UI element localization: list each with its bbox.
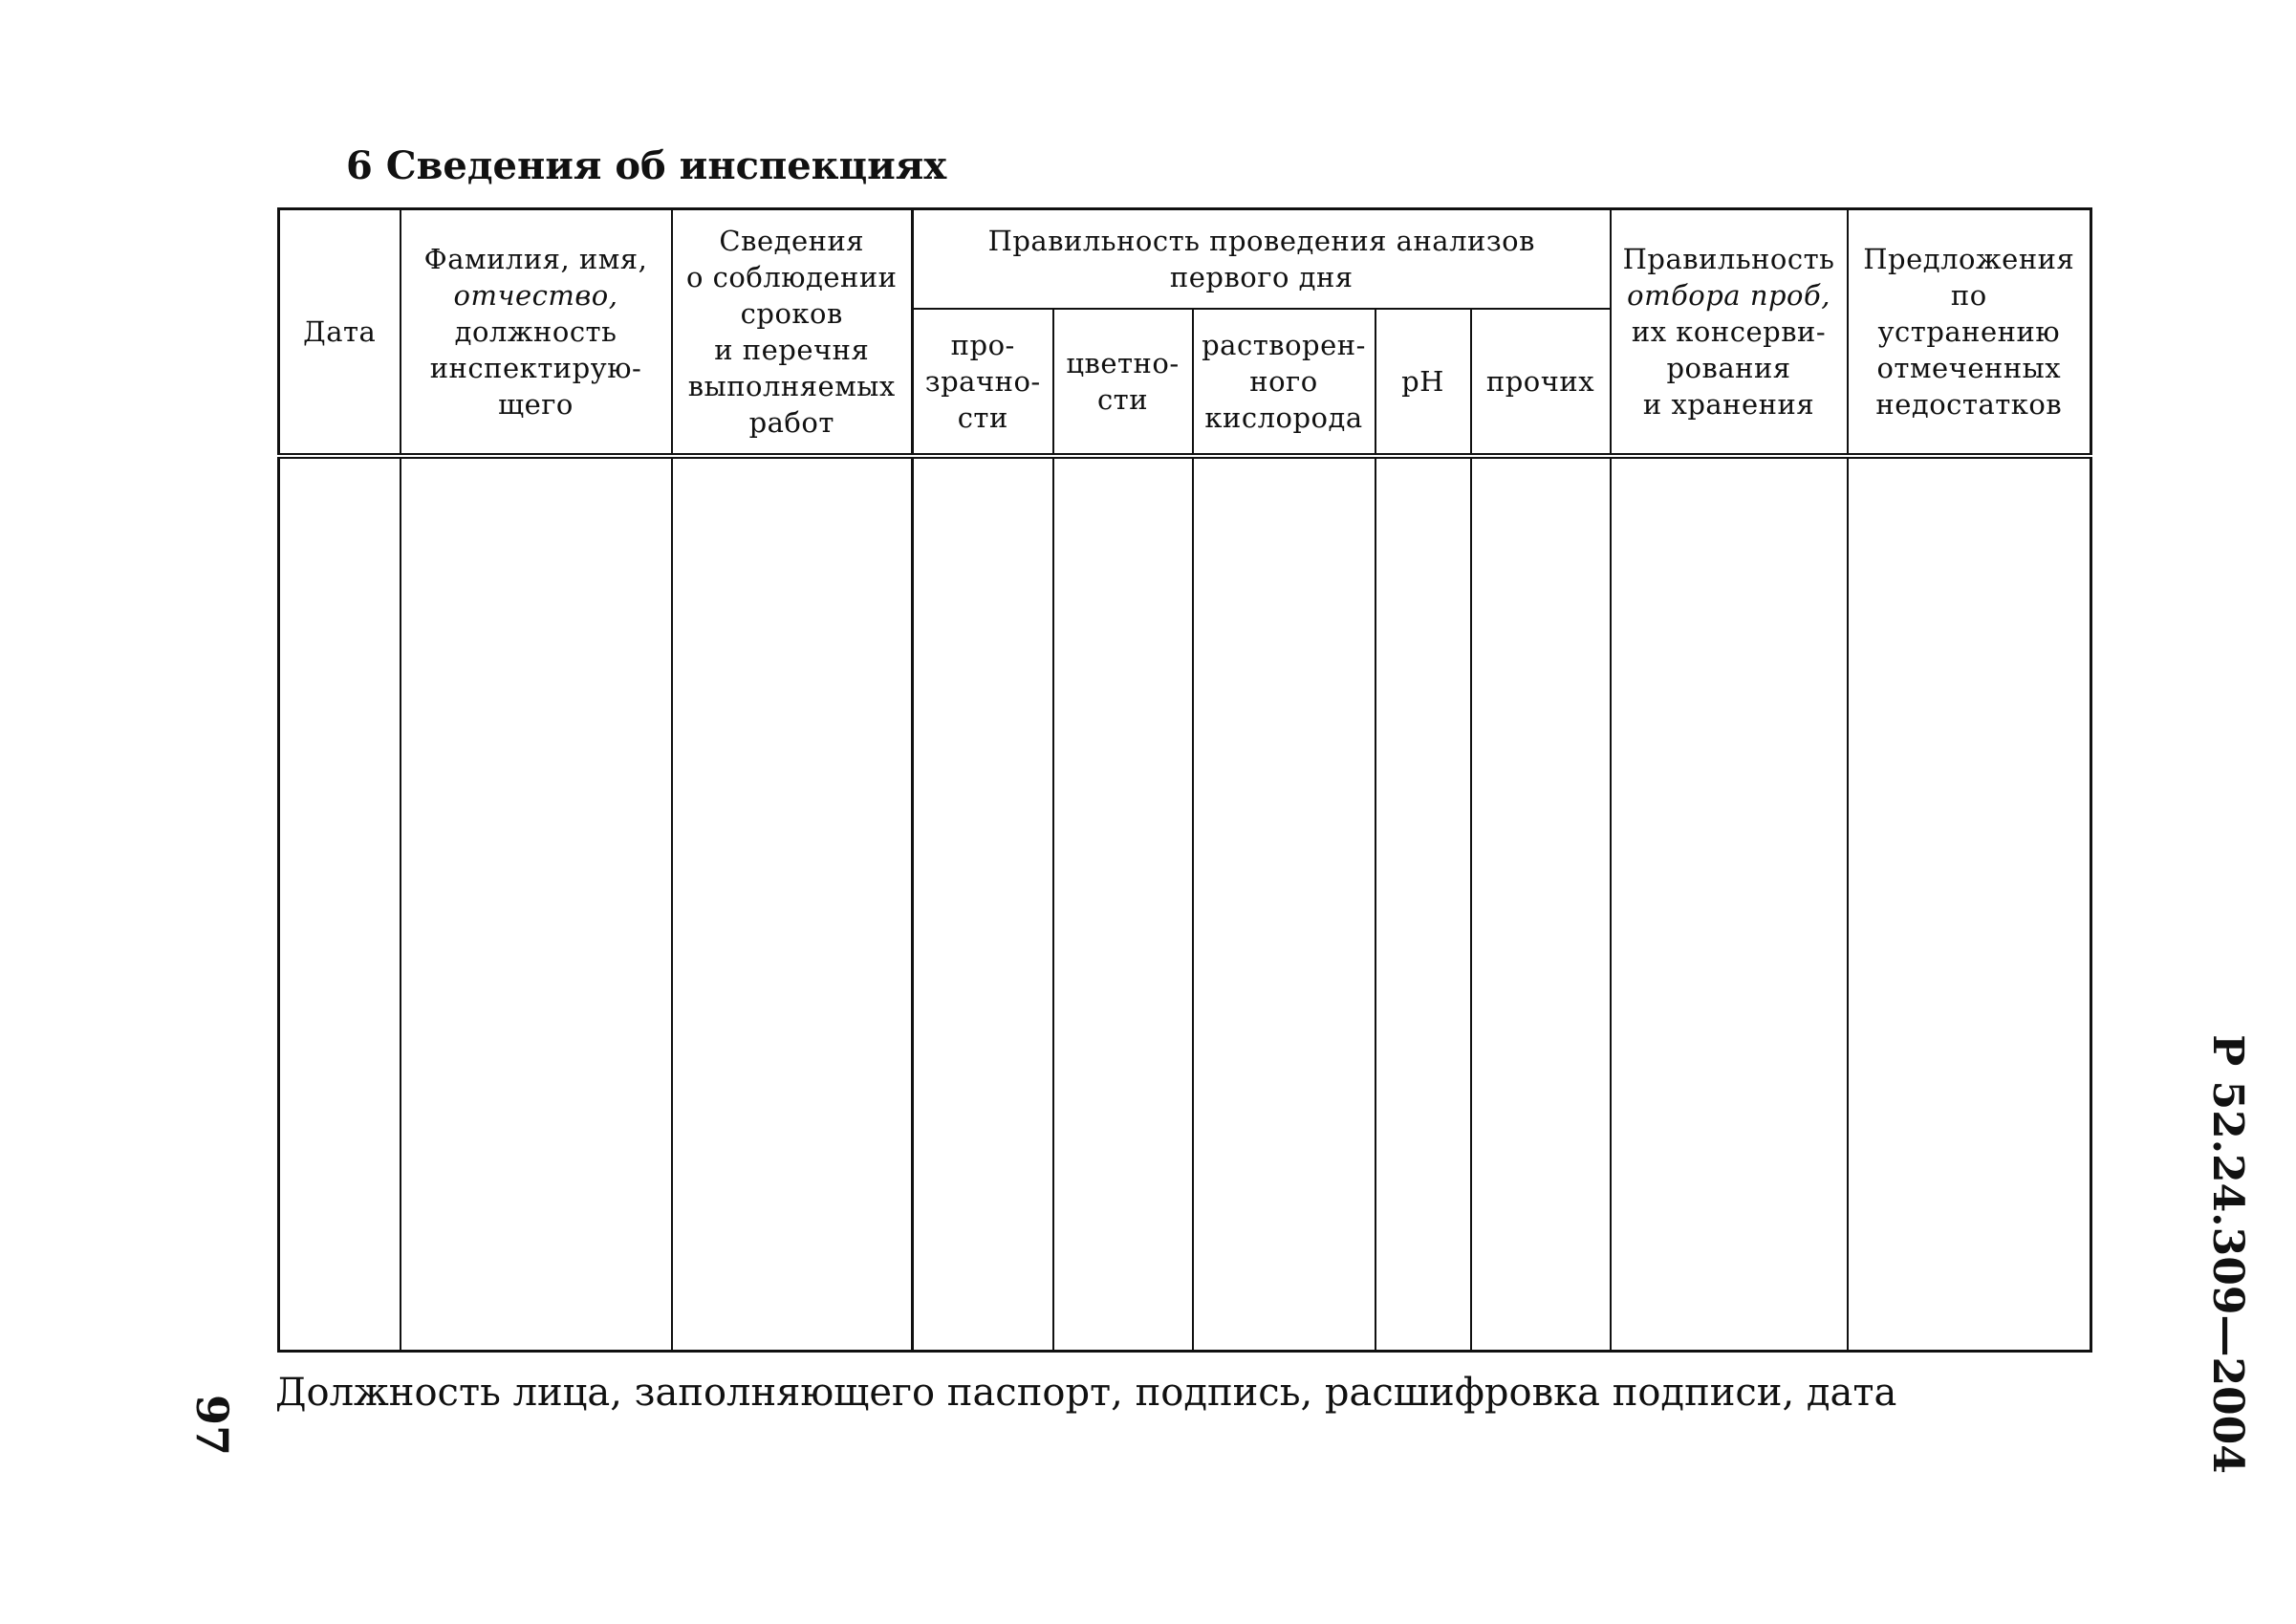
header-sampling-line-1: Правильность <box>1622 243 1835 275</box>
header-proposals-line-3: отмеченных <box>1876 352 2062 384</box>
header-inspector-line-4: инспектирую- <box>429 352 642 384</box>
header-transparency-line-2: зрачно- <box>924 365 1041 398</box>
inspections-table <box>277 207 2092 1353</box>
header-first-day-line-2: первого дня <box>1169 261 1354 293</box>
table-row <box>279 456 2091 1352</box>
header-proposals-line-4: недостатков <box>1875 388 2063 421</box>
header-date: Дата <box>279 209 401 457</box>
cell-oxygen <box>1193 456 1375 1352</box>
header-sampling-line-2: отбора проб, <box>1627 279 1830 312</box>
header-ph: pH <box>1375 309 1471 456</box>
cell-ph <box>1375 456 1471 1352</box>
header-terms-line-1: Сведения <box>719 225 865 257</box>
cell-transparency <box>913 456 1053 1352</box>
header-color-line-2: сти <box>1096 383 1149 416</box>
header-sampling-line-4: рования <box>1666 352 1791 384</box>
page-number: 97 <box>186 1394 239 1457</box>
document-code: Р 52.24.309—2004 <box>2203 1034 2252 1474</box>
cell-terms <box>672 456 913 1352</box>
header-terms-line-2: о соблюдении <box>685 261 898 293</box>
header-sampling <box>1611 209 1848 457</box>
header-terms-line-5: выполняемых <box>687 370 896 402</box>
header-other: прочих <box>1471 309 1611 456</box>
cell-inspector <box>401 456 672 1352</box>
header-oxygen-line-1: растворен- <box>1202 329 1366 361</box>
header-sampling-line-3: их консерви- <box>1631 315 1827 348</box>
cell-sampling <box>1611 456 1848 1352</box>
header-oxygen <box>1193 309 1375 456</box>
header-terms-line-3: сроков <box>740 297 843 330</box>
header-terms <box>672 209 913 457</box>
signature-line: Должность лица, заполняющего паспорт, подпись, расшифровка подписи, дата <box>275 1371 1897 1415</box>
header-inspector-line-1: Фамилия, имя, <box>423 243 648 275</box>
header-first-day-group <box>913 209 1611 310</box>
cell-other <box>1471 456 1611 1352</box>
header-sampling-line-5: и хранения <box>1642 388 1815 421</box>
cell-proposals <box>1848 456 2091 1352</box>
header-first-day-line-1: Правильность проведения анализов <box>987 225 1535 257</box>
cell-color <box>1053 456 1193 1352</box>
header-color <box>1053 309 1193 456</box>
section-title: 6 Сведения об инспекциях <box>346 143 947 188</box>
header-inspector <box>401 209 672 457</box>
cell-date <box>279 456 401 1352</box>
header-proposals-line-1: Предложения <box>1863 243 2075 275</box>
header-inspector-line-3: должность <box>454 315 617 348</box>
header-terms-line-4: и перечня <box>714 334 870 366</box>
header-transparency <box>913 309 1053 456</box>
header-inspector-line-2: отчество, <box>453 279 618 312</box>
header-transparency-line-3: сти <box>957 401 1008 434</box>
header-proposals-line-2: по устранению <box>1877 279 2061 348</box>
header-transparency-line-1: про- <box>950 329 1015 361</box>
header-oxygen-line-3: кислорода <box>1204 401 1363 434</box>
header-inspector-line-5: щего <box>498 388 574 421</box>
header-oxygen-line-2: ного <box>1249 365 1318 398</box>
header-terms-line-6: работ <box>748 406 834 439</box>
header-proposals <box>1848 209 2091 457</box>
header-color-line-1: цветно- <box>1066 347 1180 379</box>
